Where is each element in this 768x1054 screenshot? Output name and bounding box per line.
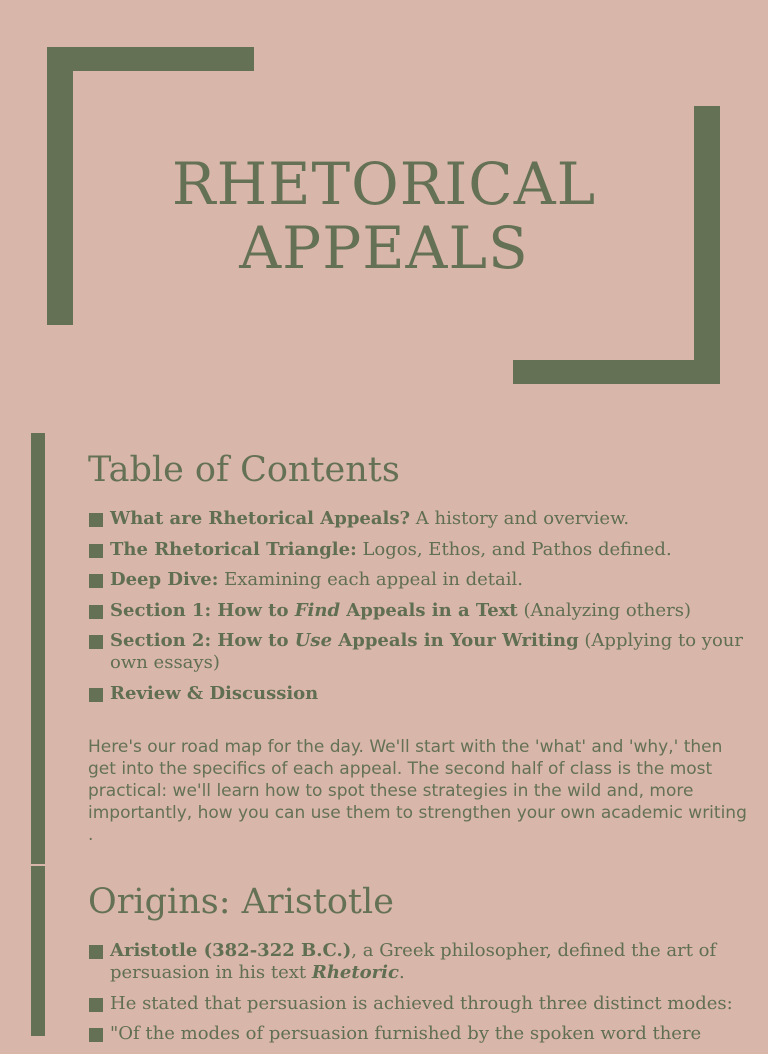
toc-notes-paragraph: Here's our road map for the day. We'll start with the 'what' and 'why,' then get into the specifics of each appeal. The second half of class is the most practical: we'll learn how to spot these strategies in the wild and, more importantly, how you can use them to strengthen your own academic writing . bbox=[88, 737, 747, 845]
frame-top-left-horizontal bbox=[47, 47, 254, 71]
toc-accent-bar bbox=[31, 433, 45, 864]
toc-item: Section 2: How to Use Appeals in Your Writing (Applying to your own essays) bbox=[88, 630, 756, 674]
square-bullet-icon bbox=[89, 998, 103, 1012]
toc-item: Section 1: How to Find Appeals in a Text (Analyzing others) bbox=[88, 600, 756, 622]
origins-item: He stated that persuasion is achieved through three distinct modes: bbox=[88, 993, 748, 1015]
square-bullet-icon bbox=[89, 688, 103, 702]
frame-bottom-right-horizontal bbox=[513, 360, 720, 384]
toc-item: What are Rhetorical Appeals? A history and overview. bbox=[88, 508, 756, 530]
title-line-1: RHETORICAL bbox=[171, 150, 597, 218]
square-bullet-icon bbox=[89, 945, 103, 959]
toc-item: Deep Dive: Examining each appeal in detail. bbox=[88, 569, 756, 591]
origins-heading: Origins: Aristotle bbox=[88, 882, 394, 922]
toc-heading: Table of Contents bbox=[88, 450, 400, 490]
title-line-2: APPEALS bbox=[239, 214, 529, 282]
square-bullet-icon bbox=[89, 574, 103, 588]
square-bullet-icon bbox=[89, 1028, 103, 1042]
origins-list bbox=[88, 940, 748, 1054]
origins-item: Aristotle (382-322 B.C.), a Greek philosopher, defined the art of persuasion in his text Rhetoric. bbox=[88, 940, 748, 984]
toc-item: Review & Discussion bbox=[88, 683, 756, 705]
square-bullet-icon bbox=[89, 544, 103, 558]
square-bullet-icon bbox=[89, 605, 103, 619]
origins-accent-bar bbox=[31, 866, 45, 1036]
slide-title bbox=[0, 152, 768, 280]
toc-list bbox=[88, 508, 756, 713]
toc-item: The Rhetorical Triangle: Logos, Ethos, and Pathos defined. bbox=[88, 539, 756, 561]
square-bullet-icon bbox=[89, 513, 103, 527]
origins-item: "Of the modes of persuasion furnished by the spoken word there bbox=[88, 1023, 748, 1045]
square-bullet-icon bbox=[89, 635, 103, 649]
